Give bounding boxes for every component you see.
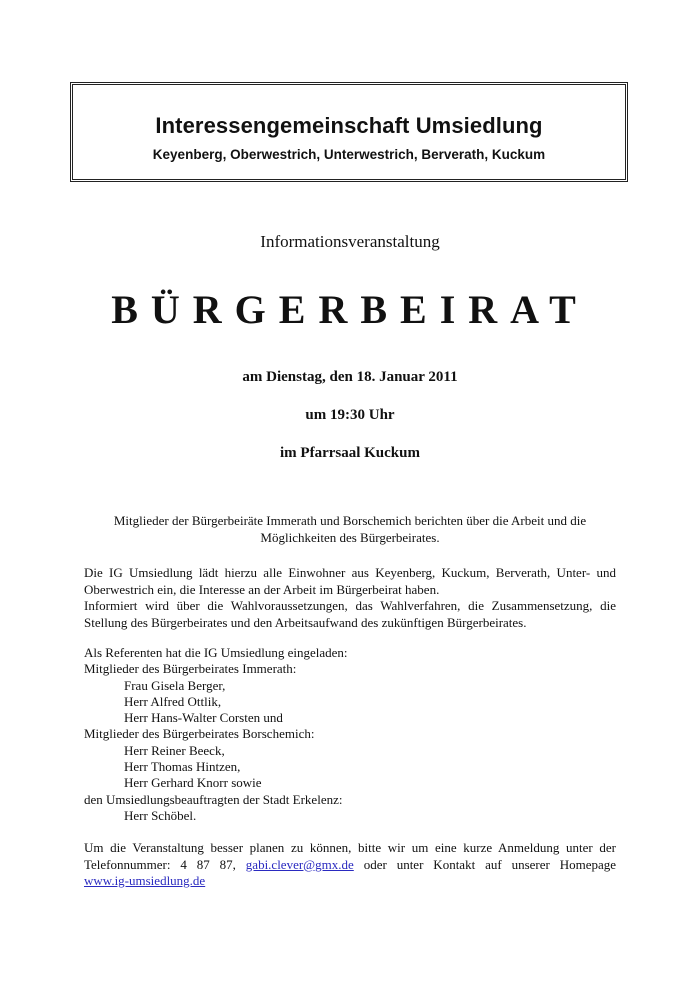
speaker-item: Herr Thomas Hintzen, — [124, 759, 241, 775]
contact-paragraph — [84, 840, 616, 890]
header-box — [70, 82, 628, 182]
organization-title: Interessengemeinschaft Umsiedlung — [155, 113, 543, 138]
invitation-paragraph — [84, 565, 616, 631]
event-type: Informationsveranstaltung — [260, 232, 440, 251]
event-title: BÜRGERBEIRAT — [111, 287, 589, 332]
information-text: Informiert wird über die Wahlvoraussetzungen, das Wahlverfahren, die Zusammensetzung, die Stellung des Bürgerbeirates und den Arbeitsaufwand des zukünftigen Bürgerbeirates. — [84, 598, 616, 630]
intro-paragraph: Mitglieder der Bürgerbeiräte Immerath und Borschemich berichten über die Arbeit und die Möglichkeiten des Bürgerbeirates. — [113, 513, 587, 545]
event-time: um 19:30 Uhr — [305, 407, 395, 423]
speaker-item: Herr Alfred Ottlik, — [124, 693, 222, 709]
speakers-list — [84, 645, 616, 824]
website-link[interactable]: www.ig-umsiedlung.de — [84, 873, 206, 888]
speaker-item: Herr Hans-Walter Corsten und — [124, 710, 283, 726]
event-place: im Pfarrsaal Kuckum — [280, 445, 420, 461]
contact-text: Um die Veranstaltung besser planen zu können, bitte wir um eine kurze Anmeldung unter der Telefonnummer: 4 87 87, — [84, 840, 616, 872]
organization-villages: Keyenberg, Oberwestrich, Unterwestrich, Berverath, Kuckum — [152, 147, 546, 162]
speaker-item: Herr Schöbel. — [124, 807, 197, 823]
speaker-item: Herr Reiner Beeck, — [124, 742, 225, 758]
speakers-heading: Als Referenten hat die IG Umsiedlung eingeladen: — [84, 645, 348, 660]
invitation-text: Die IG Umsiedlung lädt hierzu alle Einwohner aus Keyenberg, Kuckum, Berverath, Unter- und Oberwestrich ein, die Interesse an der Arbeit im Bürgerbeirat haben. — [84, 565, 616, 597]
speaker-item: Herr Gerhard Knorr sowie — [124, 775, 262, 791]
speakers-group-label: den Umsiedlungsbeauftragten der Stadt Erkelenz: — [84, 791, 343, 807]
event-date: am Dienstag, den 18. Januar 2011 — [242, 369, 458, 385]
speaker-item: Frau Gisela Berger, — [124, 677, 226, 693]
speakers-group-label: Mitglieder des Bürgerbeirates Immerath: — [84, 661, 297, 677]
email-link[interactable]: gabi.clever@gmx.de — [245, 856, 354, 872]
contact-text-after: oder unter Kontakt auf unserer Homepage — [363, 856, 617, 872]
speakers-group-label: Mitglieder des Bürgerbeirates Borschemich: — [84, 726, 315, 742]
